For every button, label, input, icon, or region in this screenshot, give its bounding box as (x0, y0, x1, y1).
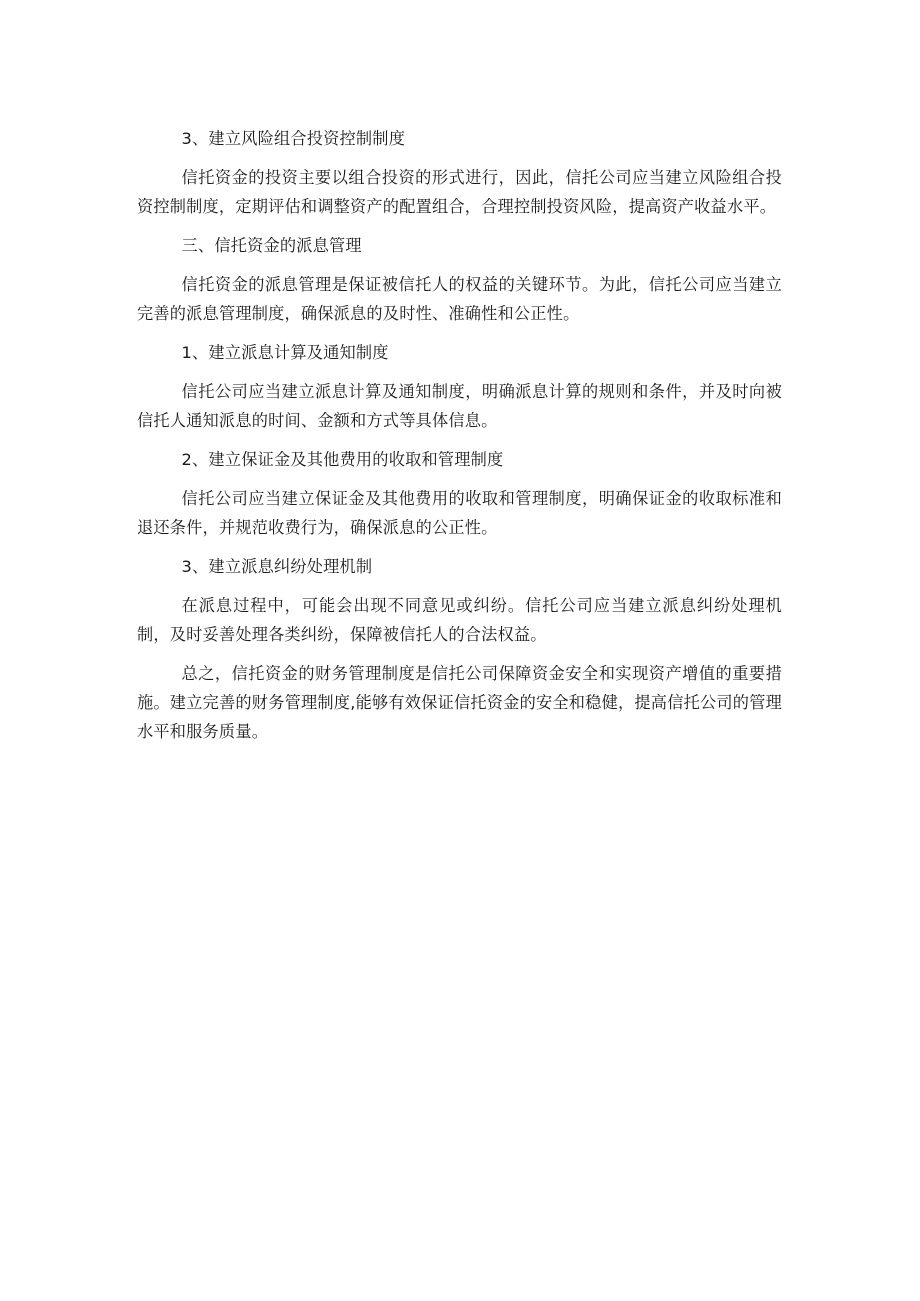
section-heading: 三、信托资金的派息管理 (181, 236, 362, 255)
document-body (137, 124, 782, 756)
body-paragraph: 信托资金的投资主要以组合投资的形式进行，因此，信托公司应当建立风险组合投资控制制度，定期评估和调整资产的配置组合，合理控制投资风险，提高资产收益水平。 (137, 168, 782, 216)
conclusion-paragraph: 总之，信托资金的财务管理制度是信托公司保障资金安全和实现资产增值的重要措施。建立完善的财务管理制度,能够有效保证信托资金的安全和稳健，提高信托公司的管理水平和服务质量。 (137, 664, 782, 741)
section-heading: 1、建立派息计算及通知制度 (181, 343, 389, 362)
body-paragraph: 信托资金的派息管理是保证被信托人的权益的关键环节。为此，信托公司应当建立完善的派息管理制度，确保派息的及时性、准确性和公正性。 (137, 275, 782, 323)
section-heading: 2、建立保证金及其他费用的收取和管理制度 (181, 450, 504, 469)
body-paragraph: 在派息过程中，可能会出现不同意见或纠纷。信托公司应当建立派息纠纷处理机制，及时妥善处理各类纠纷，保障被信托人的合法权益。 (137, 596, 782, 644)
body-paragraph: 信托公司应当建立派息计算及通知制度，明确派息计算的规则和条件，并及时向被信托人通知派息的时间、金额和方式等具体信息。 (137, 382, 782, 430)
body-paragraph: 信托公司应当建立保证金及其他费用的收取和管理制度，明确保证金的收取标准和退还条件，并规范收费行为，确保派息的公正性。 (137, 489, 782, 537)
section-heading: 3、建立风险组合投资控制制度 (181, 129, 406, 148)
section-heading: 3、建立派息纠纷处理机制 (181, 557, 373, 576)
